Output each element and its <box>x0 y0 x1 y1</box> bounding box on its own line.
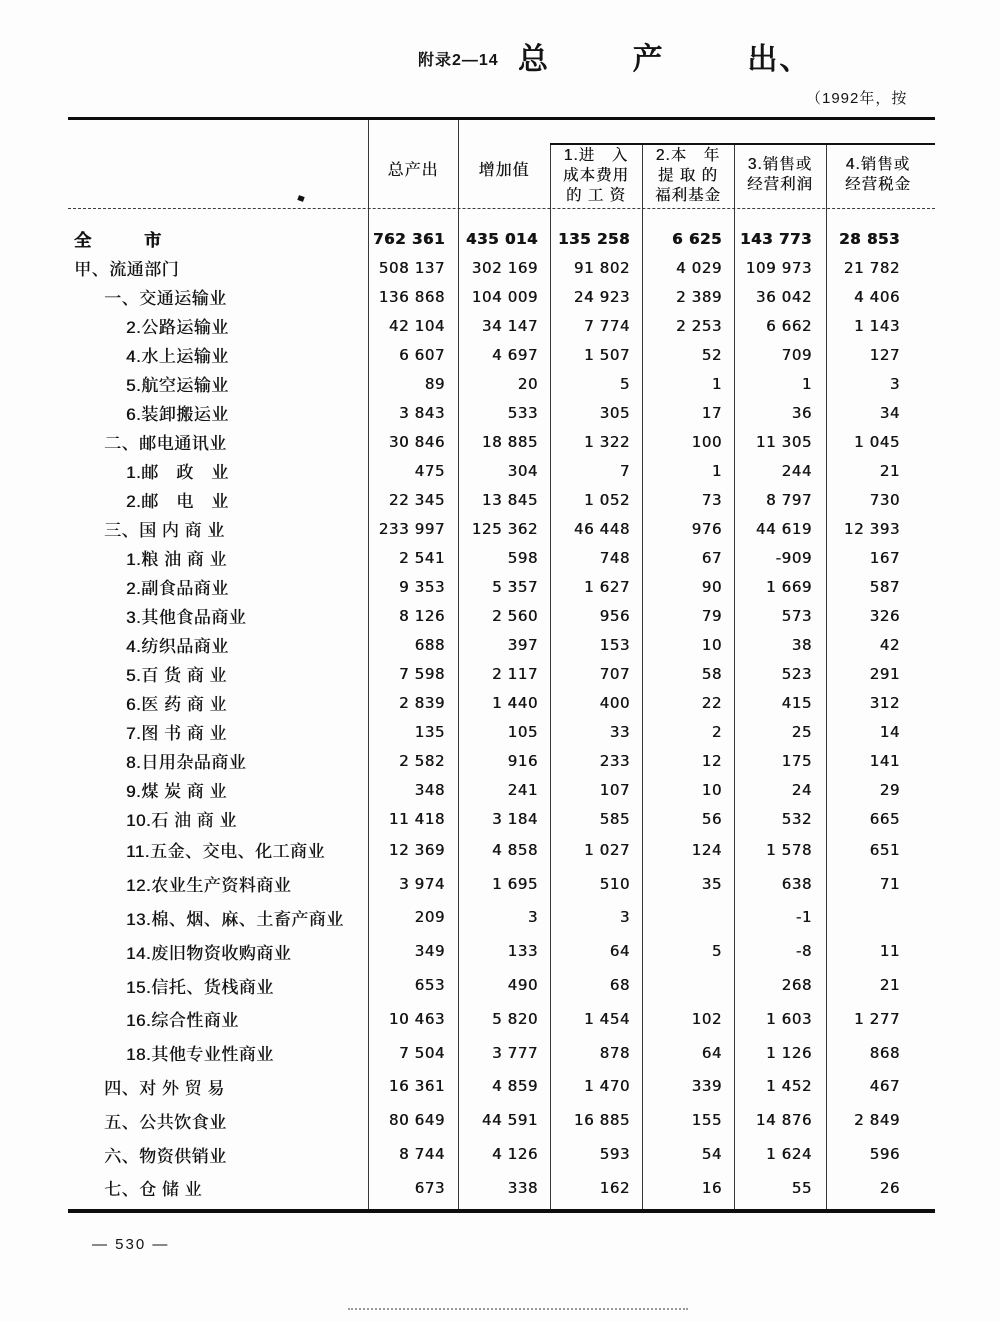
table-row <box>68 659 935 688</box>
table-row <box>68 901 935 935</box>
table-row <box>68 1002 935 1036</box>
cell-value: 36 042 <box>755 287 812 306</box>
cell-value: 6 662 <box>766 316 812 335</box>
row-label: 一、交通运输业 <box>104 289 227 308</box>
cell-value: 133 <box>507 942 538 961</box>
table-row <box>68 968 935 1002</box>
cell-value: 56 <box>701 809 722 828</box>
row-label: 14.废旧物资收购商业 <box>126 943 292 963</box>
cell-value: 11 418 <box>388 809 445 828</box>
cell-value: 3 843 <box>399 403 445 422</box>
cell-value: 24 923 <box>573 287 630 306</box>
page-number: — 530 — <box>92 1236 170 1253</box>
cell-value: 532 <box>781 809 812 828</box>
table-number: 附录2—14 <box>418 52 499 69</box>
column-header-line: 增加值 <box>478 162 530 179</box>
cell-value: 8 797 <box>766 490 812 509</box>
row-label: 2.公路运输业 <box>126 318 229 337</box>
cell-value: 68 <box>609 976 630 995</box>
cell-value: 16 <box>701 1178 722 1197</box>
cell-value: 397 <box>507 635 538 654</box>
row-label: 全 市 <box>74 231 162 250</box>
table-row <box>68 224 935 253</box>
header-underline <box>68 208 935 209</box>
cell-value: 4 029 <box>676 258 722 277</box>
cell-value: 10 <box>701 635 722 654</box>
cell-value: 510 <box>599 874 630 893</box>
cell-value: 2 253 <box>676 316 722 335</box>
table-row <box>68 867 935 901</box>
column-header-line: 经营利润 <box>746 176 813 193</box>
cell-value: 6 625 <box>672 229 722 248</box>
row-label: 2.副食品商业 <box>126 579 229 598</box>
column-header-operating-tax <box>828 144 928 208</box>
row-label: 6.医 药 商 业 <box>126 695 227 714</box>
row-label: 1.邮 政 业 <box>126 463 229 482</box>
cell-value: 33 <box>609 722 630 741</box>
cell-value: 4 406 <box>854 287 900 306</box>
cell-value: 304 <box>507 461 538 480</box>
row-label: 18.其他专业性商业 <box>126 1045 274 1065</box>
cell-value: 124 <box>691 840 722 859</box>
cell-value: 5 820 <box>492 1009 538 1028</box>
cell-value: 20 <box>517 374 538 393</box>
cell-value: 233 997 <box>378 519 445 538</box>
cell-value: 91 802 <box>573 258 630 277</box>
cell-value: 21 <box>879 461 900 480</box>
row-label: 二、邮电通讯业 <box>104 434 227 453</box>
cell-value: 8 744 <box>399 1145 445 1164</box>
column-header-line: 4.销售或 <box>845 156 911 173</box>
cell-value: 36 <box>791 403 812 422</box>
cell-value: 89 <box>424 374 445 393</box>
row-label: 9.煤 炭 商 业 <box>126 782 227 801</box>
cell-value: 268 <box>781 976 812 995</box>
cell-value: 598 <box>507 548 538 567</box>
cell-value: 2 117 <box>492 664 538 683</box>
cell-value: 707 <box>599 664 630 683</box>
cell-value: 5 <box>619 374 630 393</box>
cell-value: 651 <box>869 840 900 859</box>
table-row <box>68 427 935 456</box>
cell-value: 1 440 <box>492 693 538 712</box>
cell-value: 3 974 <box>399 874 445 893</box>
cell-value: 44 591 <box>481 1111 538 1130</box>
cell-value: 596 <box>869 1145 900 1164</box>
table-row <box>68 717 935 746</box>
cell-value: 665 <box>869 809 900 828</box>
cell-value: 585 <box>599 809 630 828</box>
column-header-welfare-fund <box>644 144 732 208</box>
cell-value: 143 773 <box>739 229 812 248</box>
cell-value: 22 <box>701 693 722 712</box>
table-row <box>68 630 935 659</box>
cell-value: 162 <box>599 1178 630 1197</box>
cell-value: 523 <box>781 664 812 683</box>
cell-value: 4 126 <box>492 1145 538 1164</box>
cell-value: 508 137 <box>378 258 445 277</box>
row-label: 4.纺织品商业 <box>126 637 229 656</box>
cell-value: 730 <box>869 490 900 509</box>
cell-value: 16 361 <box>388 1077 445 1096</box>
cell-value: -8 <box>795 942 812 961</box>
cell-value: 4 859 <box>492 1077 538 1096</box>
cell-value: 415 <box>781 693 812 712</box>
cell-value: 10 463 <box>388 1009 445 1028</box>
row-label: 12.农业生产资料商业 <box>126 876 292 896</box>
cell-value: 42 <box>879 635 900 654</box>
cell-value: 593 <box>599 1145 630 1164</box>
table-row <box>68 311 935 340</box>
row-label: 15.信托、货栈商业 <box>126 977 274 997</box>
scan-artifact <box>348 1308 688 1310</box>
cell-value: 34 <box>879 403 900 422</box>
table-row <box>68 775 935 804</box>
cell-value: 400 <box>599 693 630 712</box>
cell-value: 1 578 <box>766 840 812 859</box>
column-header-line: 2.本 年 <box>655 147 721 164</box>
table-row <box>68 688 935 717</box>
column-header-added-value <box>458 158 550 184</box>
column-header-line: 经营税金 <box>844 176 911 193</box>
table-row <box>68 804 935 833</box>
cell-value: 3 184 <box>492 809 538 828</box>
cell-value: 127 <box>869 345 900 364</box>
row-label: 5.百 货 商 业 <box>126 666 227 685</box>
cell-value: 9 353 <box>399 577 445 596</box>
cell-value: 2 <box>711 722 722 741</box>
cell-value: -1 <box>795 908 812 927</box>
row-label: 10.石 油 商 业 <box>126 811 237 830</box>
cell-value: 6 607 <box>399 345 445 364</box>
cell-value: 125 362 <box>471 519 538 538</box>
cell-value: 14 876 <box>755 1111 812 1130</box>
cell-value: 64 <box>609 942 630 961</box>
cell-value: 14 <box>879 722 900 741</box>
cell-value: 1 452 <box>766 1077 812 1096</box>
row-label: 五、公共饮食业 <box>104 1112 227 1132</box>
cell-value: 13 845 <box>481 490 538 509</box>
cell-value: 135 258 <box>557 229 630 248</box>
cell-value: 1 669 <box>766 577 812 596</box>
column-header-line: 成本费用 <box>562 167 629 184</box>
cell-value: 79 <box>701 606 722 625</box>
cell-value: 11 <box>879 942 900 961</box>
cell-value: 673 <box>414 1178 445 1197</box>
cell-value: 1 126 <box>766 1043 812 1062</box>
cell-value: 64 <box>701 1043 722 1062</box>
cell-value: 17 <box>701 403 722 422</box>
cell-value: 638 <box>781 874 812 893</box>
row-label: 11.五金、交电、化工商业 <box>126 842 325 862</box>
cell-value: 2 582 <box>399 751 445 770</box>
cell-value: 762 361 <box>372 229 445 248</box>
cell-value: 2 839 <box>399 693 445 712</box>
cell-value: 5 357 <box>492 577 538 596</box>
cell-value: 44 619 <box>755 519 812 538</box>
cell-value: 18 885 <box>481 432 538 451</box>
cell-value: 1 454 <box>584 1009 630 1028</box>
cell-value: 21 <box>879 976 900 995</box>
cell-value: 28 853 <box>838 229 900 248</box>
column-header-line: 福利基金 <box>654 187 721 204</box>
cell-value: 1 052 <box>584 490 630 509</box>
cell-value: 533 <box>507 403 538 422</box>
cell-value: 1 470 <box>584 1077 630 1096</box>
cell-value: 490 <box>507 976 538 995</box>
cell-value: 1 507 <box>584 345 630 364</box>
cell-value: 55 <box>791 1178 812 1197</box>
column-header-total-output <box>368 158 458 184</box>
table-top-rule <box>68 117 935 120</box>
cell-value: 29 <box>879 780 900 799</box>
cell-value: 10 <box>701 780 722 799</box>
cell-value: 16 885 <box>573 1111 630 1130</box>
cell-value: 35 <box>701 874 722 893</box>
table-row <box>68 833 935 867</box>
cell-value: 3 <box>527 908 538 927</box>
cell-value: 30 846 <box>388 432 445 451</box>
cell-value: 7 598 <box>399 664 445 683</box>
cell-value: 868 <box>869 1043 900 1062</box>
table-row <box>68 1103 935 1137</box>
cell-value: 2 389 <box>676 287 722 306</box>
cell-value: 67 <box>701 548 722 567</box>
cell-value: 167 <box>869 548 900 567</box>
cell-value: 141 <box>869 751 900 770</box>
table-row <box>68 1070 935 1104</box>
row-label: 七、仓 储 业 <box>104 1180 202 1200</box>
cell-value: 1 695 <box>492 874 538 893</box>
cell-value: 3 777 <box>492 1043 538 1062</box>
cell-value: 241 <box>507 780 538 799</box>
cell-value: 233 <box>599 751 630 770</box>
cell-value: -909 <box>775 548 812 567</box>
cell-value: 1 <box>711 461 722 480</box>
cell-value: 153 <box>599 635 630 654</box>
row-label: 7.图 书 商 业 <box>126 724 227 743</box>
table-row <box>68 746 935 775</box>
table-row <box>68 601 935 630</box>
table-row <box>68 398 935 427</box>
cell-value: 1 143 <box>854 316 900 335</box>
ink-speck <box>297 195 304 202</box>
cell-value: 1 322 <box>584 432 630 451</box>
cell-value: 916 <box>507 751 538 770</box>
cell-value: 107 <box>599 780 630 799</box>
cell-value: 435 014 <box>465 229 538 248</box>
column-header-wages <box>552 144 640 208</box>
row-label: 13.棉、烟、麻、土畜产商业 <box>126 909 344 929</box>
cell-value: 7 504 <box>399 1043 445 1062</box>
title-year-note: （1992年，按 <box>806 90 908 107</box>
cell-value: 2 560 <box>492 606 538 625</box>
row-label: 8.日用杂品商业 <box>126 753 247 772</box>
cell-value: 109 973 <box>745 258 812 277</box>
cell-value: 338 <box>507 1178 538 1197</box>
table-row <box>68 1036 935 1070</box>
table-row <box>68 485 935 514</box>
cell-value: 1 <box>801 374 812 393</box>
row-label: 四、对 外 贸 易 <box>104 1078 225 1098</box>
cell-value: 105 <box>507 722 538 741</box>
cell-value: 11 305 <box>755 432 812 451</box>
row-label: 三、国 内 商 业 <box>104 521 225 540</box>
cell-value: 7 774 <box>584 316 630 335</box>
cell-value: 12 <box>701 751 722 770</box>
cell-value: 100 <box>691 432 722 451</box>
cell-value: 21 782 <box>843 258 900 277</box>
cell-value: 71 <box>879 874 900 893</box>
row-label: 3.其他食品商业 <box>126 608 247 627</box>
table-row <box>68 934 935 968</box>
cell-value: 73 <box>701 490 722 509</box>
cell-value: 976 <box>691 519 722 538</box>
table-body <box>68 224 935 1205</box>
cell-value: 7 <box>619 461 630 480</box>
cell-value: 58 <box>701 664 722 683</box>
cell-value: 42 104 <box>388 316 445 335</box>
cell-value: 80 649 <box>388 1111 445 1130</box>
cell-value: 102 <box>691 1009 722 1028</box>
cell-value: 1 624 <box>766 1145 812 1164</box>
cell-value: 2 541 <box>399 548 445 567</box>
row-label: 2.邮 电 业 <box>126 492 229 511</box>
cell-value: 34 147 <box>481 316 538 335</box>
cell-value: 12 369 <box>388 840 445 859</box>
row-label: 5.航空运输业 <box>126 376 229 395</box>
cell-value: 653 <box>414 976 445 995</box>
cell-value: 90 <box>701 577 722 596</box>
row-label: 六、物资供销业 <box>104 1146 227 1166</box>
row-label: 1.粮 油 商 业 <box>126 550 227 569</box>
table-bottom-rule <box>68 1209 935 1213</box>
column-header-line: 总产出 <box>387 162 439 179</box>
cell-value: 5 <box>711 942 722 961</box>
row-label: 16.综合性商业 <box>126 1011 239 1031</box>
column-header-operating-profit <box>736 144 824 208</box>
cell-value: 475 <box>414 461 445 480</box>
column-header-line: 提 取 的 <box>657 167 719 184</box>
cell-value: 312 <box>869 693 900 712</box>
cell-value: 748 <box>599 548 630 567</box>
cell-value: 46 448 <box>573 519 630 538</box>
cell-value: 3 <box>619 908 630 927</box>
cell-value: 326 <box>869 606 900 625</box>
table-row <box>68 340 935 369</box>
cell-value: 52 <box>701 345 722 364</box>
cell-value: 1 <box>711 374 722 393</box>
cell-value: 305 <box>599 403 630 422</box>
cell-value: 12 393 <box>843 519 900 538</box>
column-header-line: 3.销售或 <box>747 156 813 173</box>
cell-value: 38 <box>791 635 812 654</box>
cell-value: 878 <box>599 1043 630 1062</box>
cell-value: 1 603 <box>766 1009 812 1028</box>
cell-value: 1 027 <box>584 840 630 859</box>
cell-value: 302 169 <box>471 258 538 277</box>
cell-value: 54 <box>701 1145 722 1164</box>
table-row <box>68 456 935 485</box>
row-label: 甲、流通部门 <box>74 260 179 279</box>
table-row <box>68 253 935 282</box>
cell-value: 1 627 <box>584 577 630 596</box>
column-header-line: 1.进 入 <box>563 147 629 164</box>
table-row <box>68 369 935 398</box>
cell-value: 22 345 <box>388 490 445 509</box>
cell-value: 24 <box>791 780 812 799</box>
table-row <box>68 1171 935 1205</box>
cell-value: 155 <box>691 1111 722 1130</box>
cell-value: 104 009 <box>471 287 538 306</box>
row-label: 4.水上运输业 <box>126 347 229 366</box>
cell-value: 3 <box>889 374 900 393</box>
cell-value: 587 <box>869 577 900 596</box>
cell-value: 291 <box>869 664 900 683</box>
cell-value: 135 <box>414 722 445 741</box>
cell-value: 2 849 <box>854 1111 900 1130</box>
table-row <box>68 282 935 311</box>
cell-value: 709 <box>781 345 812 364</box>
cell-value: 467 <box>869 1077 900 1096</box>
table-row <box>68 543 935 572</box>
cell-value: 26 <box>879 1178 900 1197</box>
cell-value: 1 045 <box>854 432 900 451</box>
cell-value: 688 <box>414 635 445 654</box>
table-row <box>68 572 935 601</box>
cell-value: 956 <box>599 606 630 625</box>
cell-value: 8 126 <box>399 606 445 625</box>
table-row <box>68 514 935 543</box>
cell-value: 25 <box>791 722 812 741</box>
cell-value: 136 868 <box>378 287 445 306</box>
cell-value: 209 <box>414 908 445 927</box>
cell-value: 4 697 <box>492 345 538 364</box>
cell-value: 349 <box>414 942 445 961</box>
table-row <box>68 1137 935 1171</box>
column-header-line: 的 工 资 <box>565 187 627 204</box>
cell-value: 175 <box>781 751 812 770</box>
cell-value: 573 <box>781 606 812 625</box>
page-title: 总 产 出、 <box>518 43 812 76</box>
cell-value: 1 277 <box>854 1009 900 1028</box>
cell-value: 4 858 <box>492 840 538 859</box>
cell-value: 348 <box>414 780 445 799</box>
cell-value: 244 <box>781 461 812 480</box>
row-label: 6.装卸搬运业 <box>126 405 229 424</box>
cell-value: 339 <box>691 1077 722 1096</box>
